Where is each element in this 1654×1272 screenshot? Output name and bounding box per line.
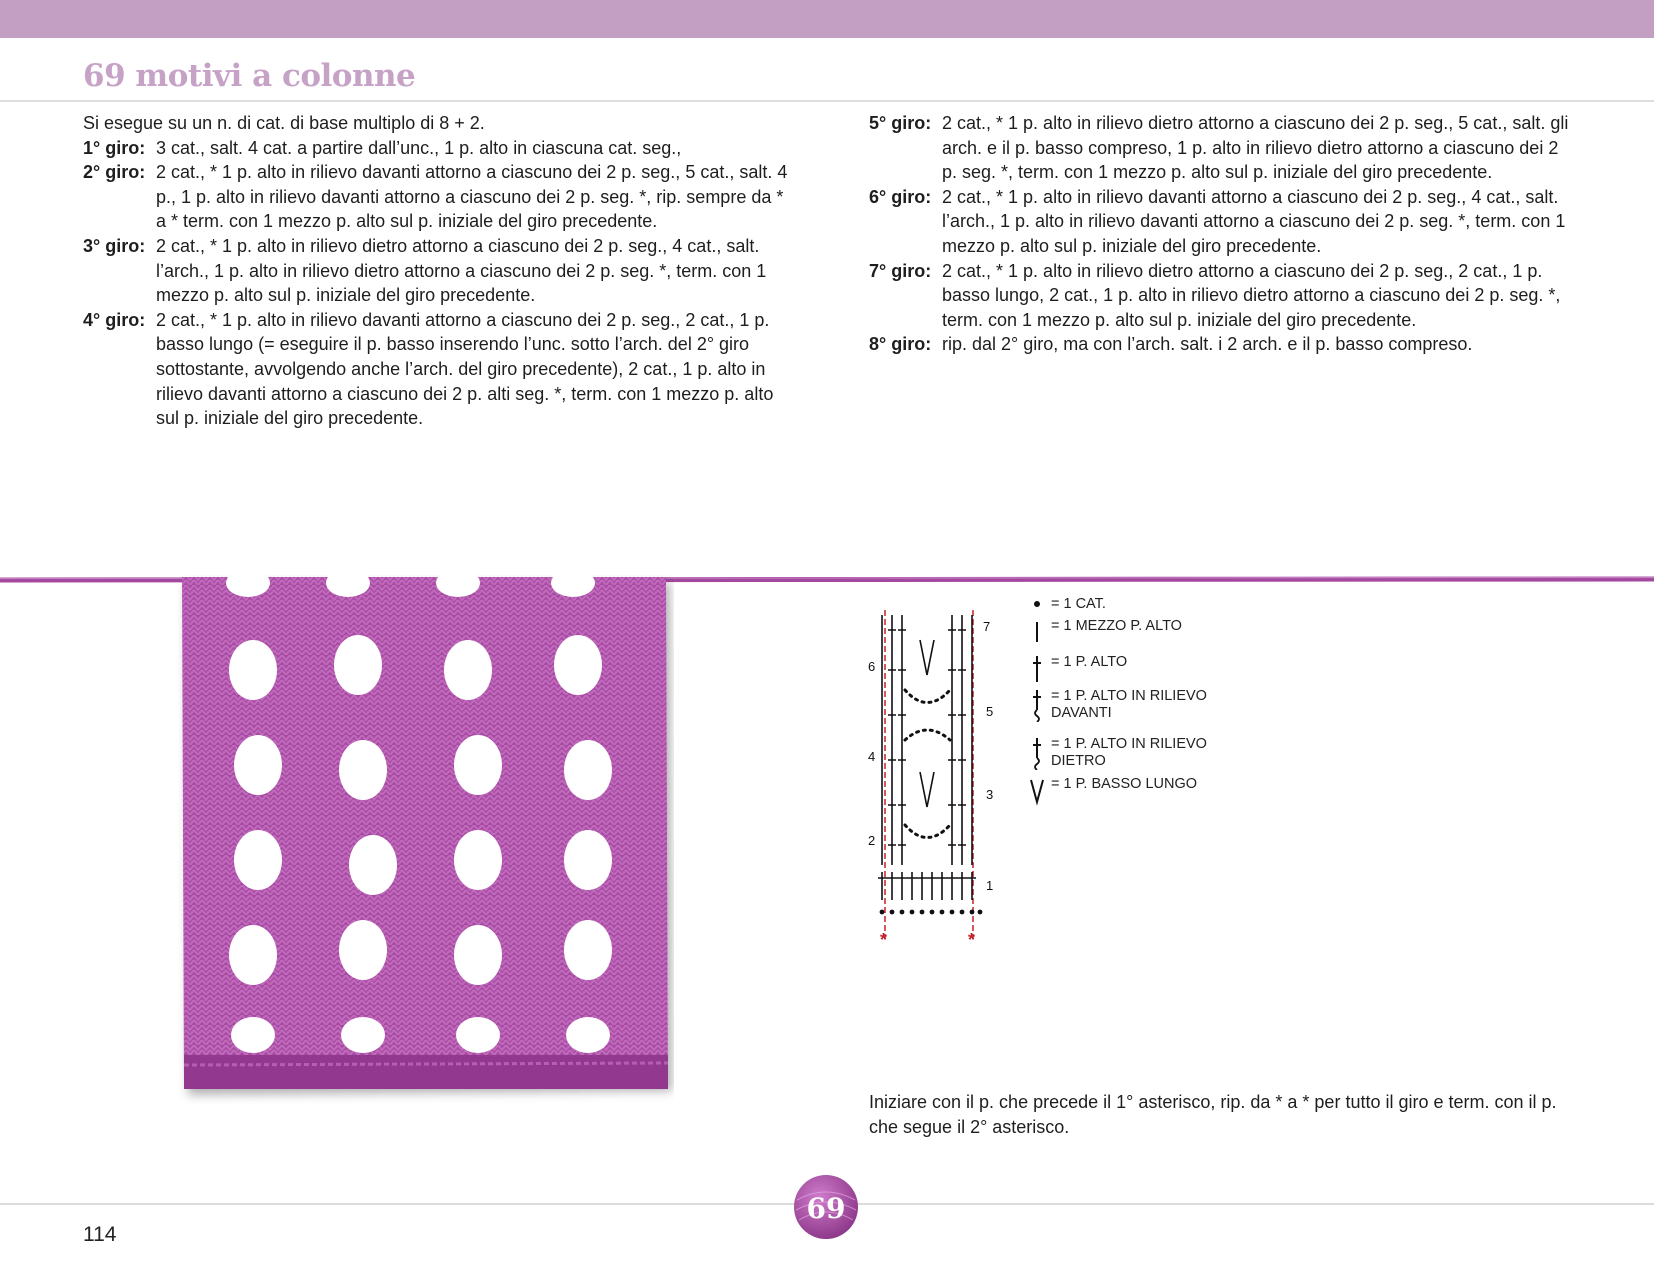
chart-row-number: 5 bbox=[986, 704, 994, 719]
chart-row-1 bbox=[878, 872, 976, 900]
step-5 bbox=[869, 111, 1574, 185]
legend-item-alto bbox=[1025, 654, 1127, 688]
page-number: 114 bbox=[83, 1223, 117, 1246]
crochet-chart bbox=[860, 600, 1010, 950]
legend-text: = 1 P. BASSO LUNGO bbox=[1051, 776, 1198, 792]
step-text: 2 cat., * 1 p. alto in rilievo dietro attorno a ciascuno dei 2 p. seg., 5 cat., salt. gli arch. e il p. basso compreso, 1 p. alto in rilievo dietro attorno a ciascuno dei 2 p. seg. *, term. con 1 mezzo p. alto sul p. iniziale del giro precedente. bbox=[942, 113, 1569, 183]
instructions-left bbox=[83, 111, 788, 431]
chart-asterisk: * bbox=[880, 930, 888, 950]
step-7 bbox=[869, 259, 1574, 333]
step-text: 3 cat., salt. 4 cat. a partire dall’unc., 1 p. alto in ciascuna cat. seg., bbox=[156, 137, 682, 158]
step-text: 2 cat., * 1 p. alto in rilievo davanti attorno a ciascuno dei 2 p. seg., 4 cat., salt. l’arch., 1 p. alto in rilievo davanti attorno a ciascuno dei 2 p. seg. *, term. con 1 mezzo p. alto sul p. iniziale del giro precedente. bbox=[942, 186, 1566, 256]
chart-row-number: 2 bbox=[868, 833, 876, 848]
legend-item-rilievo-davanti bbox=[1025, 688, 1207, 722]
chart-row-number: 1 bbox=[986, 878, 994, 893]
step-label: 3° giro: bbox=[83, 235, 146, 256]
step-label: 1° giro: bbox=[83, 137, 146, 158]
alto-rilievo-dietro-icon bbox=[1025, 736, 1051, 770]
step-label: 7° giro: bbox=[869, 260, 932, 281]
chart-note: Iniziare con il p. che precede il 1° asterisco, rip. da * a * per tutto il giro e term. con il p. che segue il 2° asterisco. bbox=[869, 1092, 1557, 1137]
chart-row-number: 3 bbox=[986, 787, 994, 802]
step-text: 2 cat., * 1 p. alto in rilievo dietro attorno a ciascuno dei 2 p. seg., 4 cat., salt. l’arch., 1 p. alto in rilievo dietro attorno a ciascuno dei 2 p. seg. *, term. con 1 mezzo p. alto sul p. iniziale del giro precedente. bbox=[156, 235, 767, 306]
legend-text: = 1 P. ALTO IN RILIEVO DIETRO bbox=[1051, 736, 1207, 769]
chart-chain-arcs bbox=[905, 690, 950, 838]
step-label: 2° giro: bbox=[83, 162, 146, 183]
chart-legend bbox=[1025, 596, 1265, 806]
alto-rilievo-davanti-icon bbox=[1025, 688, 1051, 722]
step-label: 6° giro: bbox=[869, 186, 932, 207]
chart-stitches bbox=[878, 615, 976, 900]
step-3 bbox=[83, 234, 788, 308]
chart-column-right bbox=[948, 615, 972, 865]
step-2 bbox=[83, 160, 788, 234]
legend-text: = 1 MEZZO P. ALTO bbox=[1051, 618, 1182, 634]
legend-text: = 1 P. ALTO IN RILIEVO DAVANTI bbox=[1051, 688, 1207, 721]
legend-text: = 1 P. ALTO bbox=[1051, 654, 1128, 670]
step-1 bbox=[83, 136, 788, 161]
chart-basso-lungo bbox=[920, 640, 934, 807]
title-divider bbox=[0, 100, 1654, 102]
chart-row-number: 6 bbox=[868, 659, 876, 674]
step-text: 2 cat., * 1 p. alto in rilievo dietro attorno a ciascuno dei 2 p. seg., 2 cat., 1 p. basso lungo, 2 cat., 1 p. alto in rilievo dietro attorno a ciascuno dei 2 p. seg. *, term. con 1 mezzo p. alto sul p. iniziale del giro precedente. bbox=[942, 260, 1561, 330]
step-text: 2 cat., * 1 p. alto in rilievo davanti attorno a ciascuno dei 2 p. seg., 5 cat., salt. 4 p., 1 p. alto in rilievo davanti attorno a ciascuno dei 2 p. seg. *, rip. sempre da * a * term. con 1 mezzo p. alto sul p. iniziale del giro precedente. bbox=[156, 162, 788, 232]
step-4 bbox=[83, 308, 788, 431]
step-text: 2 cat., * 1 p. alto in rilievo davanti attorno a ciascuno dei 2 p. seg., 2 cat., 1 p. basso lungo (= eseguire il p. basso inserendo l’unc. sotto l’arch. del 2° giro sottostante, avvolgendo anche l’arch. del giro precedente), 2 cat., 1 p. alto in rilievo davanti attorno a ciascuno dei 2 p. alti seg. *, term. con 1 mezzo p. alto sul p. iniziale del giro precedente. bbox=[156, 309, 774, 429]
basso-lungo-icon bbox=[1025, 776, 1051, 810]
legend-text: = 1 CAT. bbox=[1051, 596, 1106, 612]
step-text: rip. dal 2° giro, ma con l’arch. salt. i 2 arch. e il p. basso compreso. bbox=[942, 334, 1473, 355]
chart-asterisk: * bbox=[968, 930, 976, 950]
step-label: 8° giro: bbox=[869, 334, 932, 355]
step-6 bbox=[869, 185, 1574, 259]
crochet-swatch-image bbox=[178, 575, 674, 1112]
chart-red-lines bbox=[885, 610, 973, 938]
legend-item-mezzo-alto bbox=[1025, 618, 1182, 652]
legend-item-rilievo-dietro bbox=[1025, 736, 1207, 770]
intro-text: Si esegue su un n. di cat. di base multiplo di 8 + 2. bbox=[83, 113, 485, 133]
page-title: 69 motivi a colonne bbox=[83, 58, 416, 94]
top-color-bar bbox=[0, 0, 1654, 38]
legend-item-basso-lungo bbox=[1025, 776, 1197, 810]
chart-row-number: 7 bbox=[983, 619, 991, 634]
step-label: 4° giro: bbox=[83, 309, 146, 330]
alto-icon bbox=[1025, 654, 1051, 688]
mezzo-alto-icon bbox=[1025, 618, 1051, 652]
step-8 bbox=[869, 332, 1574, 357]
chart-chain-dots bbox=[880, 910, 983, 915]
yarn-ball-badge bbox=[791, 1174, 861, 1240]
instructions-right bbox=[869, 111, 1574, 357]
step-label: 5° giro: bbox=[869, 113, 932, 133]
badge-number: 69 bbox=[806, 1192, 846, 1225]
chart-row-number: 4 bbox=[868, 749, 876, 764]
